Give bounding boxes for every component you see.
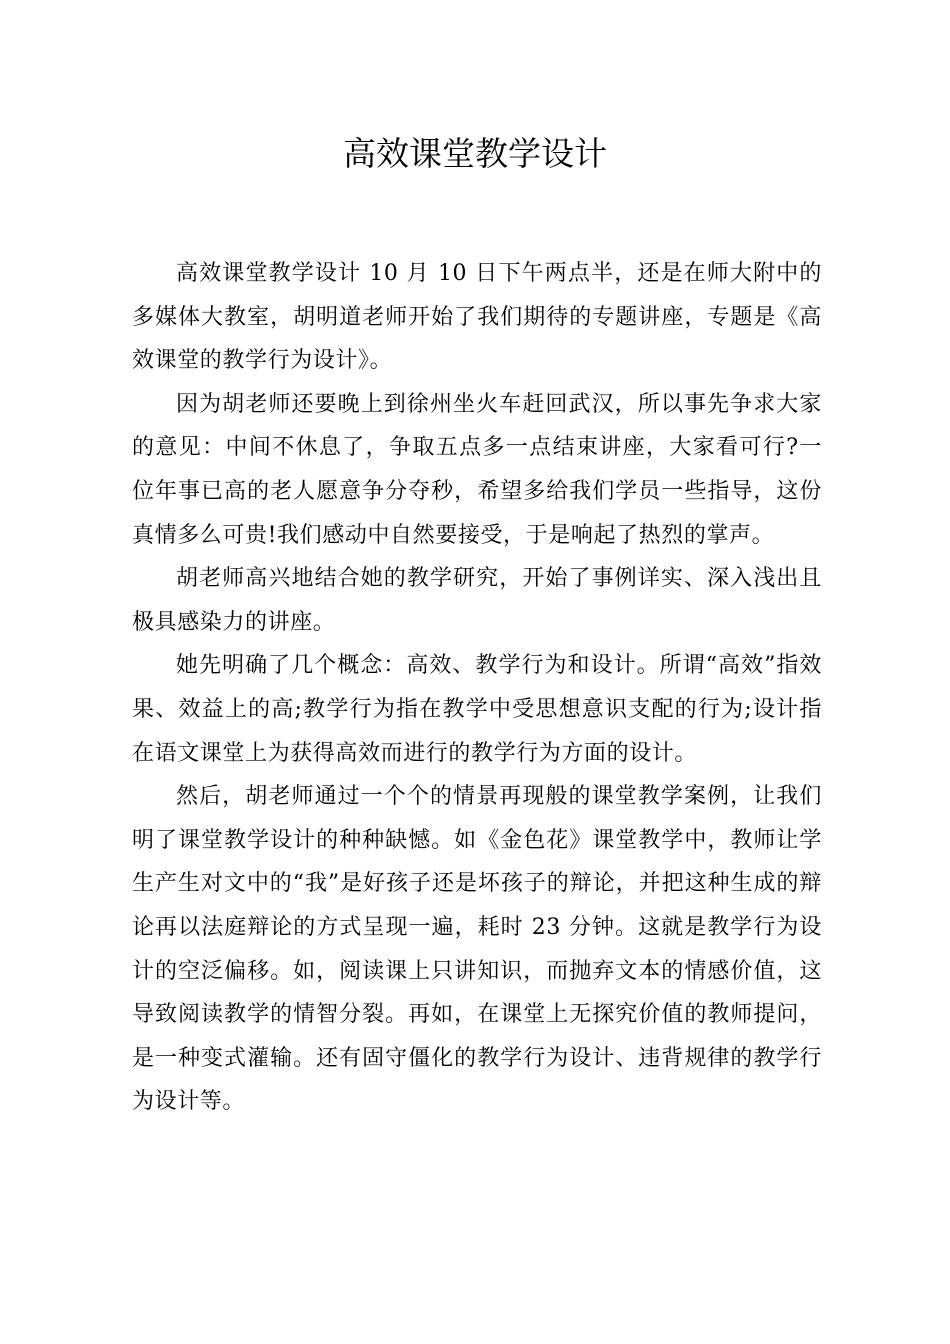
document-title: 高效课堂教学设计	[343, 134, 607, 173]
paragraph: 然后，胡老师通过一个个的情景再现般的课堂教学案例，让我们明了课堂教学设计的种种缺憾。如《金色花》课堂教学中，教师让学生产生对文中的“我”是好孩子还是坏孩子的辩论，并把这种生成的辩论再以法庭辩论的方式呈现一遍，耗时 23 分钟。这就是教学行为设计的空泛偏移。如，阅读课上只讲知识，而抛弃文本的情感价值，这导致阅读教学的情智分裂。再如，在课堂上无探究价值的教师提问，是一种变式灌输。还有固守僵化的教学行为设计、违背规律的教学行为设计等。	[132, 784, 822, 1115]
paragraph: 因为胡老师还要晚上到徐州坐火车赶回武汉，所以事先争求大家的意见：中间不休息了，争取五点多一点结束讲座，大家看可行?一位年事已高的老人愿意争分夺秒，希望多给我们学员一些指导，这份真情多么可贵!我们感动中自然要接受，于是响起了热烈的掌声。	[132, 391, 822, 548]
paragraph: 胡老师高兴地结合她的教学研究，开始了事例详实、深入浅出且极具感染力的讲座。	[132, 566, 822, 635]
paragraph: 高效课堂教学设计 10 月 10 日下午两点半，还是在师大附中的多媒体大教室，胡明道老师开始了我们期待的专题讲座，专题是《高效课堂的教学行为设计》。	[132, 261, 822, 374]
paragraph: 她先明确了几个概念：高效、教学行为和设计。所谓“高效”指效果、效益上的高;教学行为指在教学中受思想意识支配的行为;设计指在语文课堂上为获得高效而进行的教学行为方面的设计。	[132, 653, 822, 766]
document-body	[132, 252, 822, 1124]
